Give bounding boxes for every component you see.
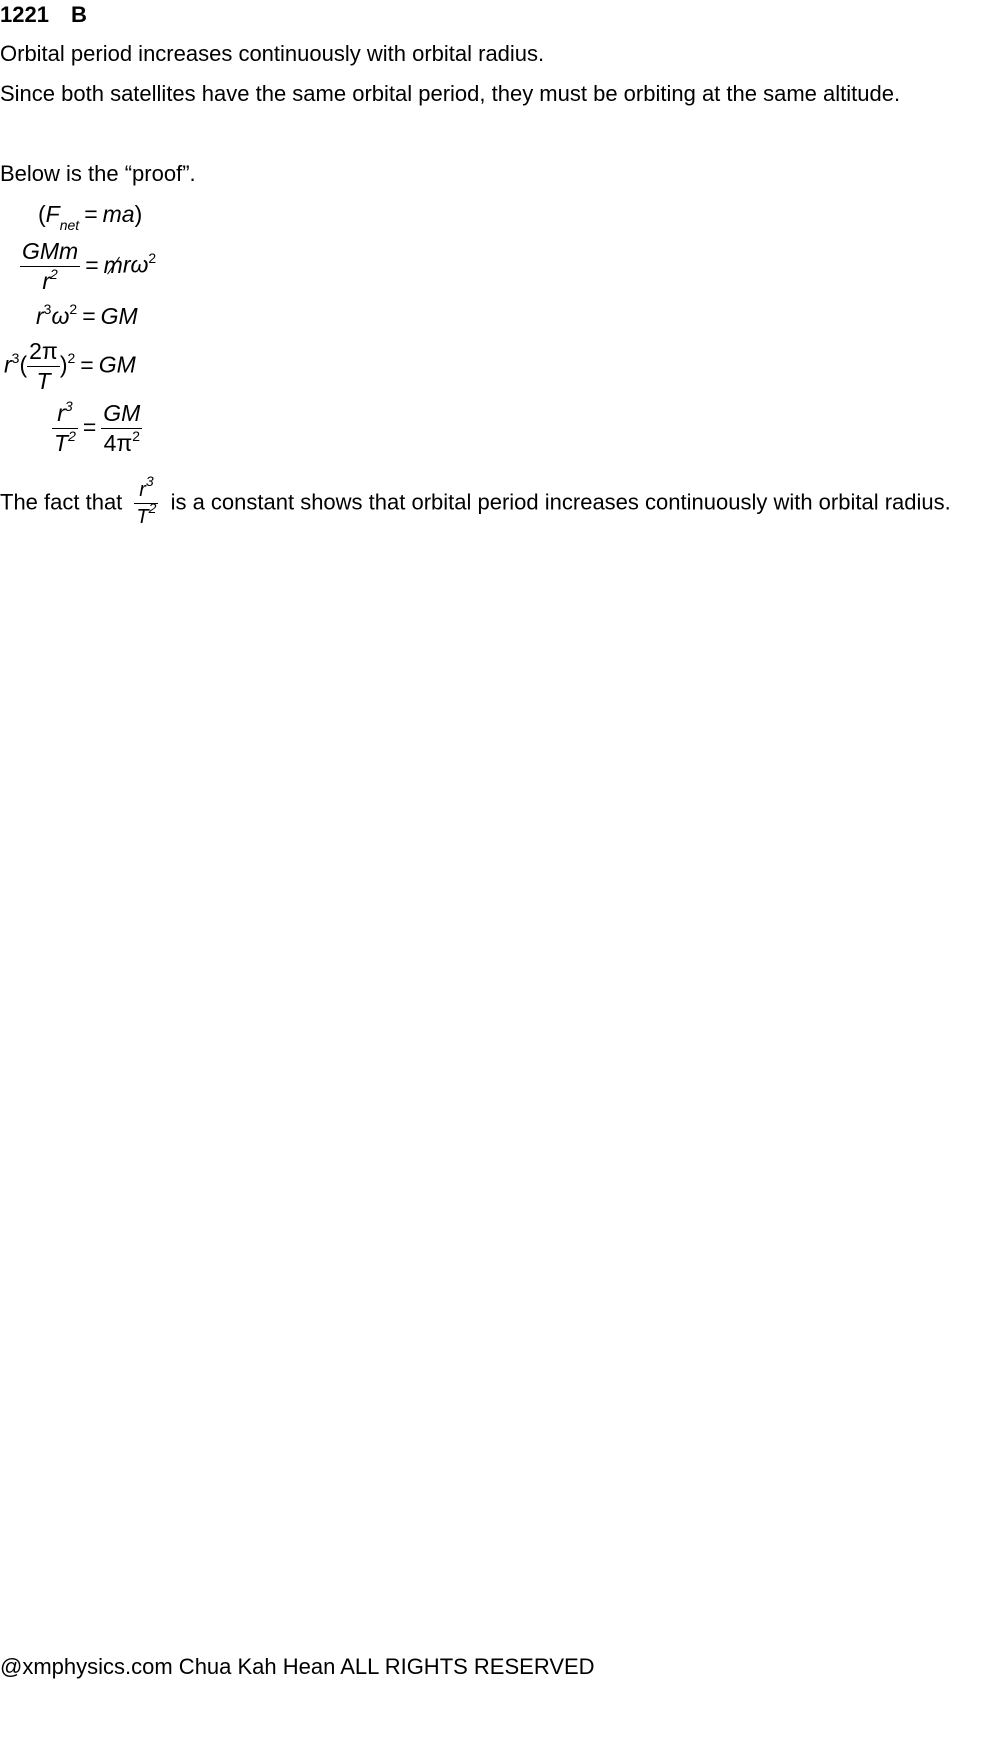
question-number: 1221: [0, 2, 49, 27]
conclusion-after: is a constant shows that orbital period increases continuously with orbital radius.: [170, 489, 951, 515]
copyright-footer: @xmphysics.com Chua Kah Hean ALL RIGHTS RESERVED: [0, 1654, 595, 1679]
equation-gravity-centripetal: $\frac{\text{GMm}}{r^2}$ = mrω$^2$: [22, 238, 157, 294]
conclusion-before: The fact that: [0, 489, 123, 515]
fraction-r3-over-t2: $\frac{r^3}{T^2}$: [54, 398, 76, 456]
proof-intro: Below is the “proof”.: [0, 161, 196, 186]
fraction-gm-over-4pi2: $\frac{GM}{4\pi^2}$: [103, 400, 141, 456]
conclusion: [0, 473, 951, 528]
statement-1: Orbital period increases continuously with orbital radius.: [0, 41, 545, 66]
fraction-angular-frequency: $\frac{2\pi}{T}$: [29, 338, 58, 394]
equation-newton-second-law: $(F_{net} = ma)$: [38, 201, 143, 233]
fraction-r3-over-t2-inline: $\frac{r^3}{T^2}$: [136, 473, 157, 528]
answer-letter: B: [70, 2, 87, 27]
cancelled-mass: m: [103, 251, 123, 278]
fraction-gravity: $\frac{\text{GMm}}{r^2}$: [22, 238, 79, 294]
statement-2: Since both satellites have the same orbital period, they must be orbiting at the same altitude.: [0, 81, 901, 106]
equation-r3-omega2: $r^3\omega^2$ = GM: [36, 301, 138, 329]
equation-period-substitution: $r^3$( $\frac{2\pi}{T}$ )$^2$ = GM: [4, 338, 136, 394]
equation-keplers-third-law: $\frac{r^3}{T^2}$ = $\frac{GM}{4\pi^2}$: [54, 398, 141, 456]
question-header: [0, 4, 87, 26]
